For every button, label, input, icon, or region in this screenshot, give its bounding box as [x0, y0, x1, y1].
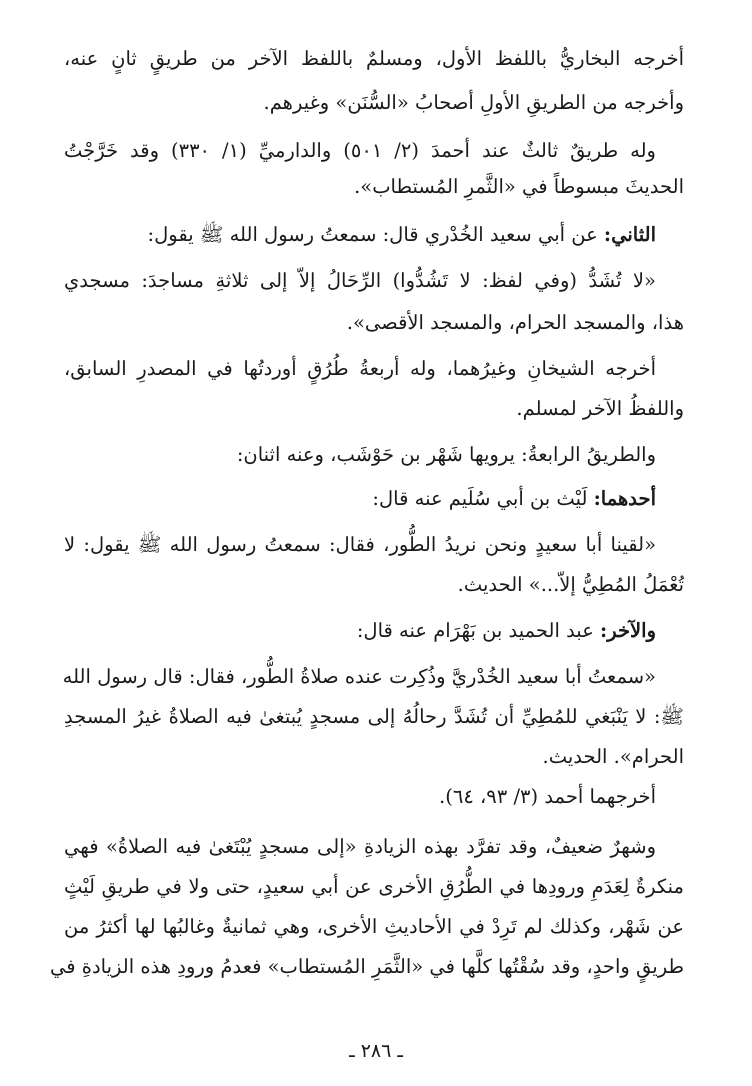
- text-line: عن شَهْر، وكذلك لم تَرِدْ في الأحاديثِ الأخرى، وهي ثمانيةٌ وغالبُها لها أكثرُ من: [64, 915, 684, 938]
- text-span: لَيْث بن أبي سُلَيم عنه قال:: [372, 487, 588, 510]
- text-line: [64, 220, 656, 250]
- text-line: أخرجه الشيخانِ وغيرُهما، وله أربعةُ طُرُقٍ أوردتُها في المصدرِ السابق،: [64, 357, 656, 380]
- text-line: «لا تُشَدُّ (وفي لفظ: لا تَشُدُّوا) الرِّحَالُ إلاّ إلى ثلاثةِ مساجدَ: مسجدي: [64, 269, 656, 292]
- text-line: تُعْمَلُ المُطِيُّ إلاّ...» الحديث.: [457, 573, 684, 596]
- text-span: عن أبي سعيد الخُدْري قال: سمعتُ رسول الله ﷺ يقول:: [147, 223, 598, 246]
- text-line: [64, 616, 656, 646]
- section-label: والآخر:: [600, 619, 656, 642]
- text-line: ﷺ: لا يَنْبَغي للمُطِيِّ أن تُشَدَّ رحالُهُ إلى مسجدٍ يُبتغىٰ فيه الصلاةُ غيرُ المسجدِ: [64, 705, 684, 728]
- text-line: الحديثَ مبسوطاً في «الثَّمرِ المُستطاب».: [354, 175, 684, 198]
- section-label: الثاني:: [603, 223, 656, 246]
- text-line: أخرجهما أحمد (٣/ ٩٣، ٦٤).: [439, 785, 656, 808]
- text-line: «لقينا أبا سعيدٍ ونحن نريدُ الطُّور، فقال: سمعتُ رسول الله ﷺ يقول: لا: [64, 533, 656, 556]
- page-number: ـ ٢٨٦ ـ: [349, 1040, 403, 1062]
- text-line: واللفظُ الآخر لمسلم.: [516, 397, 684, 420]
- text-line: الحرام». الحديث.: [542, 745, 684, 768]
- text-line: أخرجه البخاريُّ باللفظ الأول، ومسلمٌ باللفظ الآخر من طريقٍ ثانٍ عنه،: [64, 47, 684, 70]
- text-line: طريقٍ واحدٍ، وقد سُقْتُها كلَّها في «الثَّمَرِ المُستطاب» فعدمُ ورودِ هذه الزيادةِ في: [49, 955, 684, 978]
- text-line: والطريقُ الرابعةُ: يرويها شَهْر بن حَوْشَب، وعنه اثنان:: [236, 443, 656, 466]
- text-line: «سمعتُ أبا سعيد الخُدْريَّ وذُكِرت عنده صلاةُ الطُّور، فقال: قال رسول الله: [62, 665, 656, 688]
- text-line: منكرةٌ لِعَدَمِ ورودِها في الطُّرُقِ الأخرى عن أبي سعيدٍ، حتى ولا في طريقِ لَيْثٍ: [64, 875, 684, 898]
- text-line: وأخرجه من الطريقِ الأولِ أصحابُ «السُّنَن» وغيرهم.: [263, 91, 684, 114]
- section-label: أحدهما:: [593, 487, 656, 510]
- text-line: وله طريقٌ ثالثٌ عند أحمدَ (٢/ ٥٠١) والدارميِّ (١/ ٣٣٠) وقد خَرَّجْتُ: [64, 139, 656, 162]
- text-line: وشهرٌ ضعيفٌ، وقد تفرَّد بهذه الزيادةِ «إلى مسجدٍ يُبْتَغىٰ فيه الصلاةُ» فهي: [64, 835, 656, 858]
- text-line: [64, 484, 656, 514]
- text-line: هذا، والمسجد الحرام، والمسجد الأقصى».: [346, 311, 684, 334]
- text-span: عبد الحميد بن بَهْرَام عنه قال:: [356, 619, 594, 642]
